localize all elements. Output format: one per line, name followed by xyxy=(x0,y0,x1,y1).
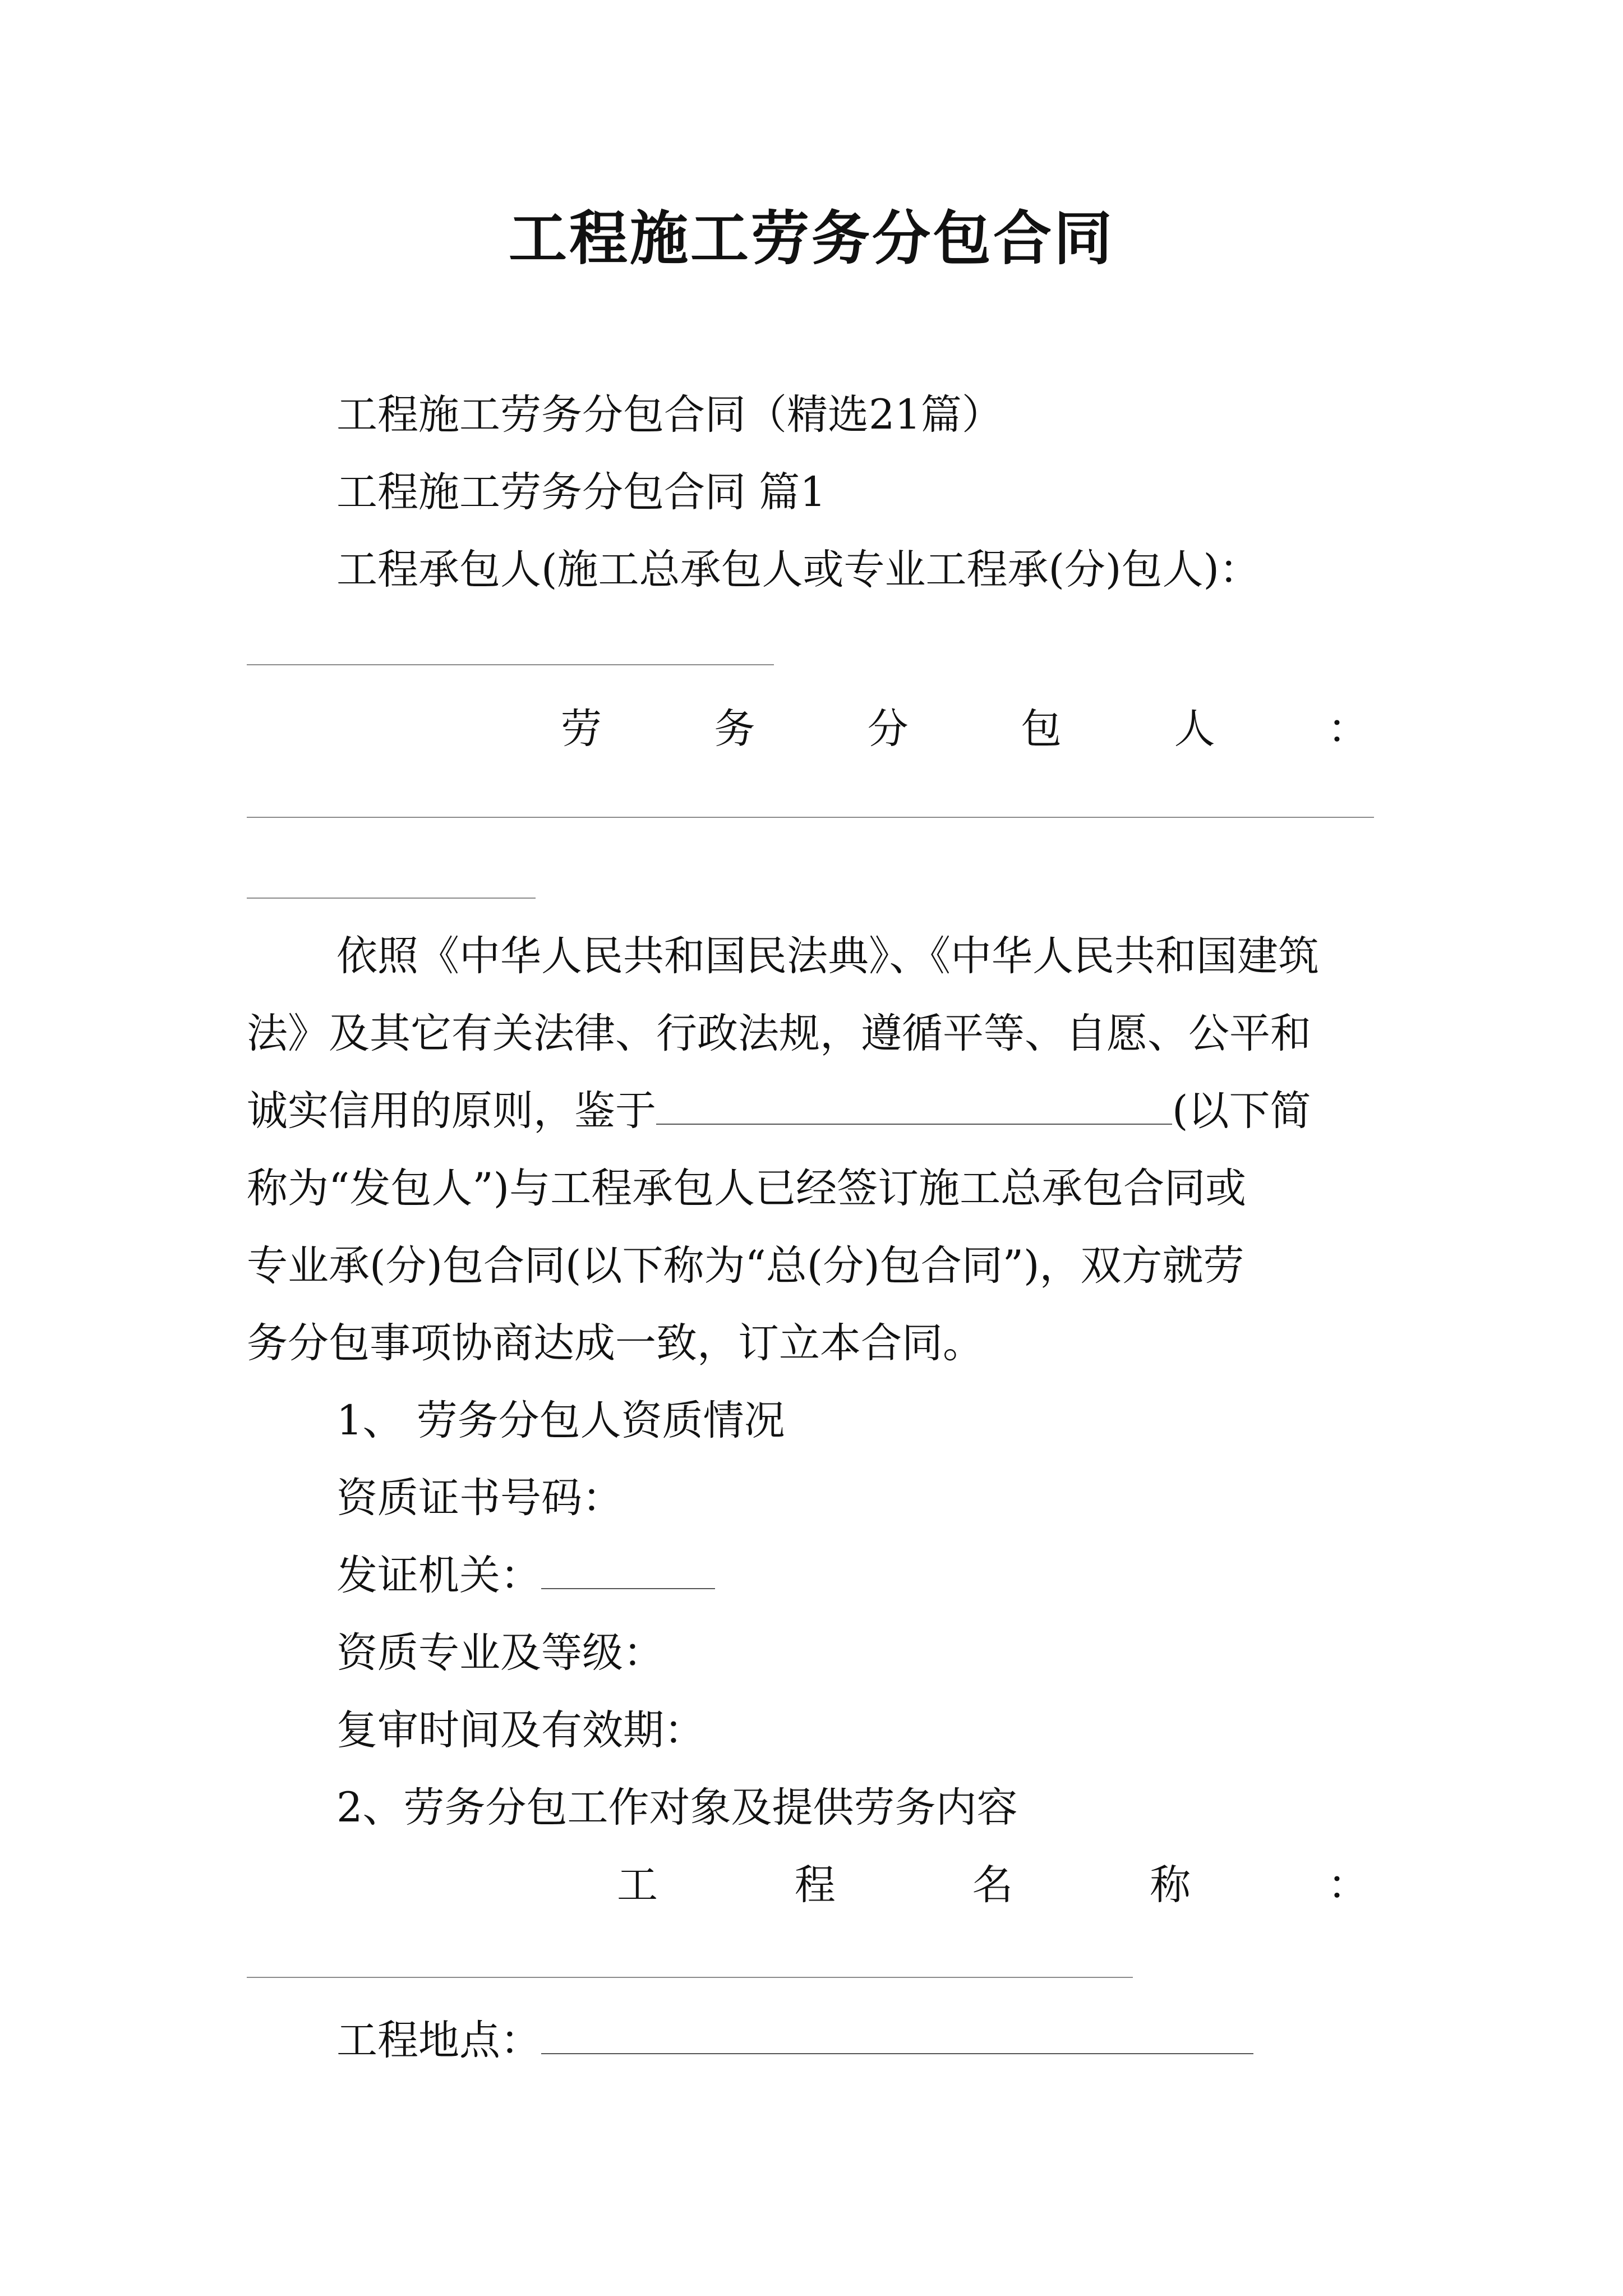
paragraph-line: 务分包事项协商达成一致，订立本合同。 xyxy=(247,1319,984,1367)
subcontractor-blank-2 xyxy=(247,898,536,899)
project-location-line xyxy=(336,2013,1253,2069)
project-name-char: 程 xyxy=(794,1861,836,1909)
subcontractor-char: 劳 xyxy=(561,705,602,753)
subcontractor-label xyxy=(561,701,1368,757)
paragraph-line: 依照《中华人民共和国民法典》、《中华人民共和国建筑 xyxy=(336,932,1319,980)
section-heading: 工程施工劳务分包合同 篇1 xyxy=(336,468,826,516)
paragraph-line: 称为“发包人”)与工程承包人已经签订施工总承包合同或 xyxy=(247,1165,1247,1212)
cert-number-label: 资质证书号码： xyxy=(336,1474,623,1522)
issuing-authority-label: 发证机关： xyxy=(336,1552,541,1599)
subcontractor-char: 分 xyxy=(867,705,909,753)
item-1-heading: 1、 劳务分包人资质情况 xyxy=(336,1397,785,1444)
project-name-char: 称 xyxy=(1150,1861,1191,1909)
subcontractor-blank-1 xyxy=(247,817,1374,818)
project-name-char: 工 xyxy=(617,1861,658,1909)
subcontractor-char: 人 xyxy=(1174,705,1215,753)
subcontractor-char: ： xyxy=(1327,705,1368,753)
qualification-level-label: 资质专业及等级： xyxy=(336,1629,664,1677)
contractor-blank xyxy=(247,664,774,665)
paragraph-line-with-blank xyxy=(247,1083,1311,1139)
contractor-line: 工程承包人(施工总承包人或专业工程承(分)包人)： xyxy=(336,546,1260,593)
project-location-label: 工程地点： xyxy=(336,2017,541,2064)
document-title: 工程施工劳务分包合同 xyxy=(508,204,1114,273)
issuing-authority-blank xyxy=(541,1554,715,1589)
project-name-label xyxy=(617,1857,1368,1913)
paragraph-line: 专业承(分)包合同(以下称为“总(分)包合同”)，双方就劳 xyxy=(247,1242,1244,1290)
employer-blank xyxy=(656,1090,1172,1125)
review-validity-label: 复审时间及有效期： xyxy=(336,1706,705,1754)
subcontractor-char: 务 xyxy=(714,705,755,753)
item-2-heading: 2、劳务分包工作对象及提供劳务内容 xyxy=(336,1784,1018,1832)
project-name-char: 名 xyxy=(972,1861,1013,1909)
paragraph-text: 诚实信用的原则，鉴于 xyxy=(247,1087,656,1135)
paragraph-line: 法》及其它有关法律、行政法规，遵循平等、自愿、公平和 xyxy=(247,1010,1311,1057)
project-location-blank xyxy=(541,2019,1253,2054)
document-subtitle: 工程施工劳务分包合同（精选21篇） xyxy=(336,391,1003,439)
project-name-char: ： xyxy=(1327,1861,1368,1909)
paragraph-text: (以下简 xyxy=(1172,1087,1311,1135)
issuing-authority-line xyxy=(336,1548,715,1604)
project-name-blank xyxy=(247,1977,1133,1978)
subcontractor-char: 包 xyxy=(1021,705,1062,753)
